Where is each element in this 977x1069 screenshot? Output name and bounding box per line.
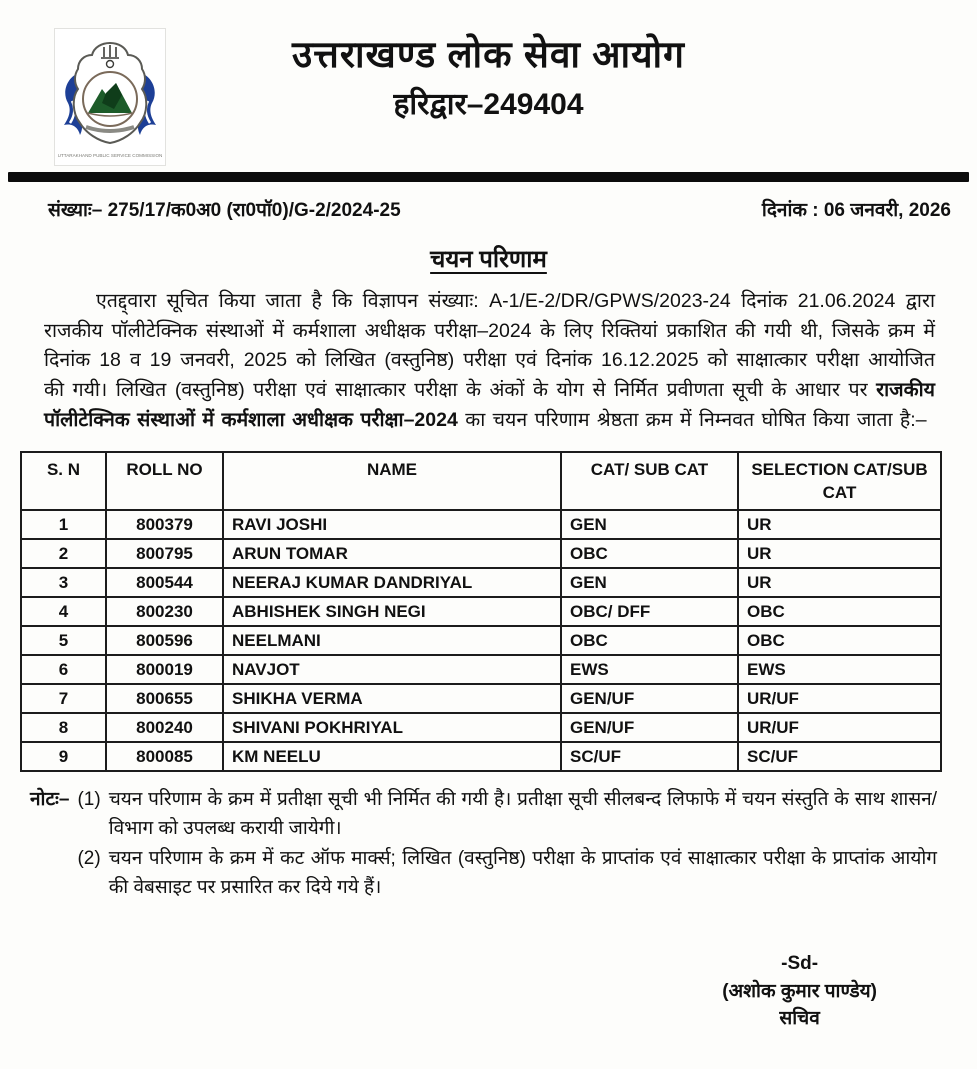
cell-name: RAVI JOSHI	[223, 510, 561, 539]
cell-selection-cat: UR	[738, 539, 941, 568]
cell-serial-no: 7	[21, 684, 106, 713]
table-row	[21, 626, 941, 655]
cell-roll-no: 800085	[106, 742, 223, 771]
selection-result-table	[20, 451, 942, 772]
cell-cat-sub-cat: GEN	[561, 510, 738, 539]
cell-name: NEELMANI	[223, 626, 561, 655]
cell-roll-no: 800379	[106, 510, 223, 539]
notes-label: नोटः–	[30, 789, 70, 811]
cell-roll-no: 800655	[106, 684, 223, 713]
cell-selection-cat: SC/UF	[738, 742, 941, 771]
cell-roll-no: 800596	[106, 626, 223, 655]
uttarakhand-psc-emblem-icon	[58, 31, 162, 163]
cell-serial-no: 8	[21, 713, 106, 742]
cell-name: SHIKHA VERMA	[223, 684, 561, 713]
cell-selection-cat: EWS	[738, 655, 941, 684]
cell-serial-no: 2	[21, 539, 106, 568]
cell-name: NEERAJ KUMAR DANDRIYAL	[223, 568, 561, 597]
note-number: (2)	[77, 848, 101, 870]
table-row	[21, 510, 941, 539]
note-number: (1)	[77, 789, 101, 811]
notes-list	[77, 786, 937, 902]
header-roll-no: ROLL NO	[106, 452, 223, 510]
cell-cat-sub-cat: GEN/UF	[561, 684, 738, 713]
cell-cat-sub-cat: SC/UF	[561, 742, 738, 771]
cell-serial-no: 9	[21, 742, 106, 771]
cell-selection-cat: UR/UF	[738, 684, 941, 713]
org-location: हरिद्वार–249404	[393, 88, 584, 122]
table-row	[21, 568, 941, 597]
cell-cat-sub-cat: OBC	[561, 539, 738, 568]
reference-date: दिनांक : 06 जनवरी, 2026	[761, 200, 951, 221]
cell-name: ABHISHEK SINGH NEGI	[223, 597, 561, 626]
logo-caption-text: UTTARAKHAND PUBLIC SERVICE COMMISSION	[58, 153, 162, 158]
cell-cat-sub-cat: GEN	[561, 568, 738, 597]
cell-serial-no: 4	[21, 597, 106, 626]
header-selection-cat: SELECTION CAT/SUB CAT	[738, 452, 941, 510]
cell-cat-sub-cat: OBC/ DFF	[561, 597, 738, 626]
cell-roll-no: 800795	[106, 539, 223, 568]
header-divider-rule	[8, 172, 969, 182]
signature-sd: -Sd-	[781, 953, 819, 975]
cell-selection-cat: UR	[738, 568, 941, 597]
cell-roll-no: 800019	[106, 655, 223, 684]
signatory-name: (अशोक कुमार पाण्डेय)	[722, 980, 877, 1002]
upsc-emblem-logo	[54, 28, 166, 166]
table-row	[21, 713, 941, 742]
cell-cat-sub-cat: GEN/UF	[561, 713, 738, 742]
cell-name: KM NEELU	[223, 742, 561, 771]
cell-serial-no: 1	[21, 510, 106, 539]
notes-section	[30, 786, 937, 902]
note-item	[77, 786, 937, 843]
cell-roll-no: 800544	[106, 568, 223, 597]
table-row	[21, 742, 941, 771]
reference-row	[0, 182, 977, 222]
header-name: NAME	[223, 452, 561, 510]
body-paragraph-segment: राजकीय पॉलीटेक्निक संस्थाओं में कर्मशाला अधीक्षक परीक्षा–2024	[44, 378, 935, 431]
letterhead	[0, 0, 977, 172]
table-row	[21, 597, 941, 626]
cell-serial-no: 6	[21, 655, 106, 684]
reference-number: संख्याः– 275/17/क0अ0 (रा0पॉ0)/G-2/2024-25	[48, 200, 401, 221]
cell-cat-sub-cat: EWS	[561, 655, 738, 684]
cell-selection-cat: OBC	[738, 597, 941, 626]
table-row	[21, 539, 941, 568]
note-text: चयन परिणाम के क्रम में प्रतीक्षा सूची भी निर्मित की गयी है। प्रतीक्षा सूची सीलबन्द लिफाफे में चयन संस्तुति के साथ शासन/विभाग को उपलब्ध करायी जायेगी।	[108, 789, 937, 839]
org-name: उत्तराखण्ड लोक सेवा आयोग	[292, 34, 685, 75]
cell-name: ARUN TOMAR	[223, 539, 561, 568]
body-paragraph-segment: का चयन परिणाम श्रेष्ठता क्रम में निम्नवत घोषित किया जाता है:–	[457, 408, 927, 431]
cell-serial-no: 5	[21, 626, 106, 655]
signature-block	[722, 950, 877, 1033]
cell-selection-cat: OBC	[738, 626, 941, 655]
cell-selection-cat: UR	[738, 510, 941, 539]
cell-name: NAVJOT	[223, 655, 561, 684]
cell-roll-no: 800240	[106, 713, 223, 742]
table-row	[21, 655, 941, 684]
cell-name: SHIVANI POKHRIYAL	[223, 713, 561, 742]
header-cat-sub-cat: CAT/ SUB CAT	[561, 452, 738, 510]
table-row	[21, 684, 941, 713]
cell-selection-cat: UR/UF	[738, 713, 941, 742]
cell-serial-no: 3	[21, 568, 106, 597]
header-serial-no: S. N	[21, 452, 106, 510]
cell-cat-sub-cat: OBC	[561, 626, 738, 655]
signatory-designation: सचिव	[779, 1008, 820, 1030]
table-header-row	[21, 452, 941, 510]
document-title: चयन परिणाम	[430, 246, 547, 273]
note-item	[77, 845, 937, 902]
body-paragraph-segment: एतद्द्वारा सूचित किया जाता है कि विज्ञापन संख्याः: A-1/E-2/DR/GPWS/2023-24 दिनांक 21.06.2024 द्वारा राजकीय पॉलीटेक्निक संस्थाओं में कर्मशाला अधीक्षक परीक्षा–2024 के लिए रिक्तियां प्रकाशित की गयी थी, जिसके क्रम में दिनांक 18 व 19 जनवरी, 2025 को लिखित (वस्तुनिष्ठ) परीक्षा एवं दिनांक 16.12.2025 को साक्षात्कार परीक्षा आयोजित की गयी। लिखित (वस्तुनिष्ठ) परीक्षा एवं साक्षात्कार परीक्षा के अंकों के योग से निर्मित प्रवीणता सूची के आधार पर	[44, 290, 935, 401]
body-paragraph	[44, 287, 935, 435]
note-text: चयन परिणाम के क्रम में कट ऑफ मार्क्स; लिखित (वस्तुनिष्ठ) परीक्षा के प्राप्तांक एवं साक्षात्कार परीक्षा के प्राप्तांक आयोग की वेबसाइट पर प्रसारित कर दिये गये हैं।	[108, 848, 937, 898]
cell-roll-no: 800230	[106, 597, 223, 626]
